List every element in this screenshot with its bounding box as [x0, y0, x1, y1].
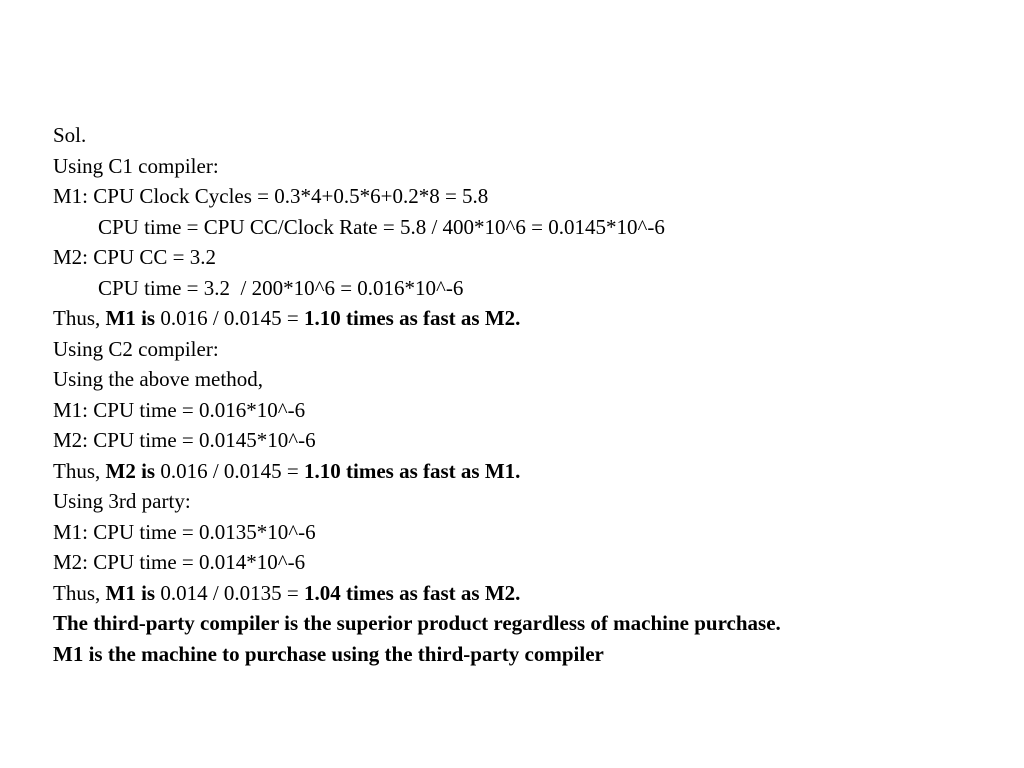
- third-party-heading: Using 3rd party:: [53, 489, 191, 513]
- c2-m2-cpu-time: M2: CPU time = 0.0145*10^-6: [53, 428, 316, 452]
- summary-superior-product: The third-party compiler is the superior product regardless of machine purchase.: [53, 611, 781, 635]
- conclusion-machine: M1 is: [105, 306, 156, 330]
- summary-recommendation: M1 is the machine to purchase using the third-party compiler: [53, 641, 604, 666]
- c1-m1-cpu-time: CPU time = CPU CC/Clock Rate = 5.8 / 400*10^6 = 0.0145*10^-6: [98, 214, 665, 239]
- c1-m2-cpu-cc: M2: CPU CC = 3.2: [53, 245, 216, 269]
- conclusion-machine: M2 is: [105, 458, 156, 483]
- conclusion-ratio: 0.014 / 0.0135 =: [155, 580, 305, 605]
- c1-conclusion: [53, 303, 781, 334]
- conclusion-result: 1.04 times as fast as M2.: [304, 580, 521, 605]
- third-party-m1-cpu-time: M1: CPU time = 0.0135*10^-6: [53, 519, 316, 544]
- conclusion-ratio: 0.016 / 0.0145 =: [155, 458, 305, 483]
- c1-heading: Using C1 compiler:: [53, 153, 219, 178]
- c2-heading: Using C2 compiler:: [53, 336, 219, 361]
- conclusion-result: 1.10 times as fast as M1.: [304, 458, 521, 483]
- c1-m1-clock-cycles: M1: CPU Clock Cycles = 0.3*4+0.5*6+0.2*8 = 5.8: [53, 184, 489, 208]
- third-party-m2-cpu-time: M2: CPU time = 0.014*10^-6: [53, 550, 306, 574]
- conclusion-result: 1.10 times as fast as M2.: [304, 306, 521, 330]
- solution-text: [53, 120, 781, 669]
- c2-m1-cpu-time: M1: CPU time = 0.016*10^-6: [53, 397, 306, 422]
- conclusion-prefix: Thus,: [53, 580, 106, 605]
- conclusion-prefix: Thus,: [53, 458, 106, 483]
- conclusion-ratio: 0.016 / 0.0145 =: [155, 306, 305, 330]
- c1-m2-cpu-time: CPU time = 3.2 / 200*10^6 = 0.016*10^-6: [98, 275, 464, 300]
- c2-conclusion: [53, 456, 781, 487]
- c2-method: Using the above method,: [53, 367, 263, 391]
- sol-heading: Sol.: [53, 123, 87, 147]
- third-party-conclusion: [53, 578, 781, 609]
- conclusion-prefix: Thus,: [53, 306, 106, 330]
- conclusion-machine: M1 is: [105, 580, 156, 605]
